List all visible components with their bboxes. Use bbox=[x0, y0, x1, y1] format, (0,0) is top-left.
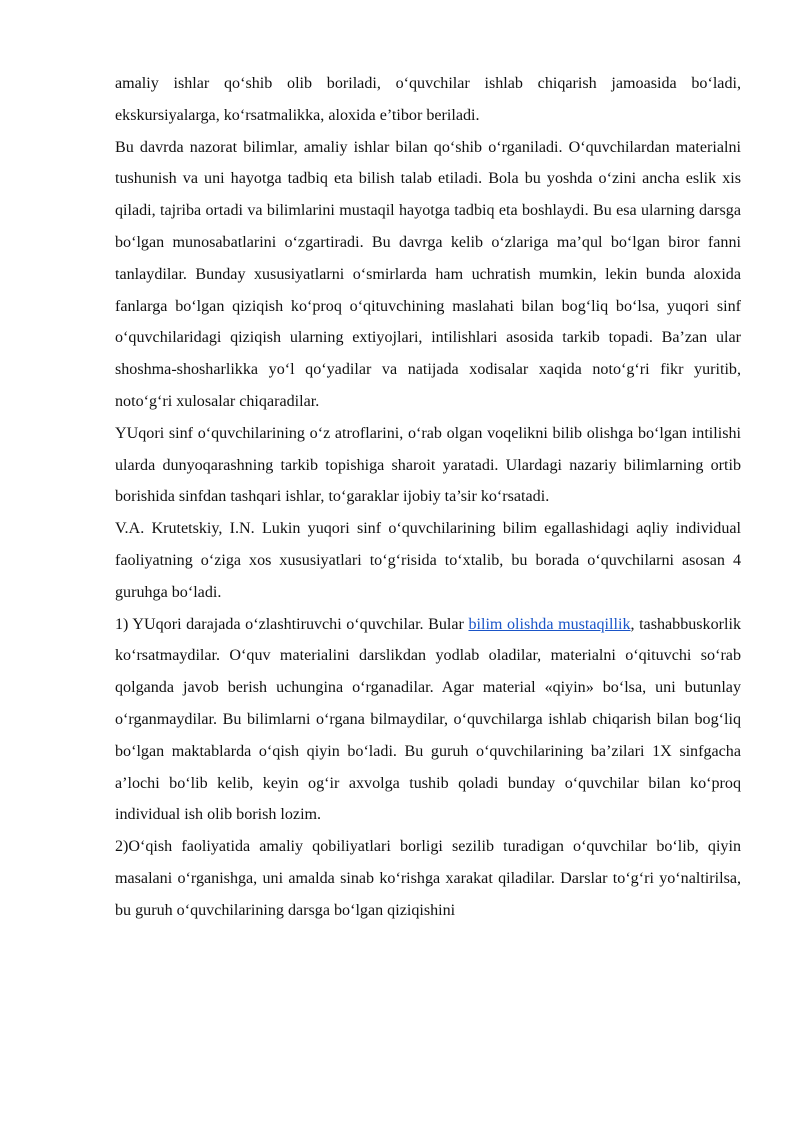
paragraph-2: Bu davrda nazorat bilimlar, amaliy ishlar bilan qo‘shib o‘rganiladi. O‘quvchilardan materialni tushunish va uni hayotga tadbiq eta bilish talab etiladi. Bola bu yoshda o‘zini ancha eslik xis qiladi, tajriba ortadi va bilimlarini mustaqil hayotga tadbiq eta boshlaydi. Bu esa ularning darsga bo‘lgan munosabatlarini o‘zgartiradi. Bu davrga kelib o‘zlariga ma’qul bo‘lgan biror fanni tanlaydilar. Bunday xususiyatlarni o‘smirlarda ham uchratish mumkin, lekin bunda aloxida fanlarga bo‘lgan qiziqish ko‘proq o‘qituvchining maslahati bilan bog‘liq bo‘lsa, yuqori sinf o‘quvchilaridagi qiziqish ularning extiyojlari, intilishlari asosida tarkib topadi. Ba’zan ular shoshma-shosharlikka yo‘l qo‘yadilar va natijada xodisalar xaqida noto‘g‘ri fikr yuritib, noto‘g‘ri xulosalar chiqaradilar. bbox=[115, 138, 741, 410]
paragraph-5-rest: , tashabbuskorlik ko‘rsatmaydilar. O‘quv materialini darslikdan yodlab oladilar, materialni o‘qituvchi so‘rab qolganda javob berish uchungina o‘rganadilar. Agar material «qiyin» bo‘lsa, uni butunlay o‘rganmaydilar. Bu bilimlarni o‘rgana bilmaydilar, o‘quvchilarga ishlab chiqarish bilan bog‘liq bo‘lgan maktablarda o‘qish qiyin bo‘ladi. Bu guruh o‘quvchilarining ba’zilari 1X sinfgacha a’lochi bo‘lib kelib, keyin og‘ir axvolga tushib qoladi bunday o‘quvchilar bilan ko‘proq individual ish olib borish lozim. bbox=[115, 615, 742, 824]
independent-learning-link[interactable]: bilim olishda mustaqillik bbox=[468, 615, 631, 633]
document-page bbox=[115, 68, 741, 927]
paragraph-4: V.A. Krutetskiy, I.N. Lukin yuqori sinf o‘quvchilarining bilim egallashidagi aqliy individual faoliyatning o‘ziga xos xususiyatlari to‘g‘risida to‘xtalib, bu borada o‘quvchilarni asosan 4 guruhga bo‘ladi. bbox=[115, 520, 741, 601]
paragraph-5 bbox=[115, 609, 741, 832]
paragraph-6: 2)O‘qish faoliyatida amaliy qobiliyatlari borligi sezilib turadigan o‘quvchilar bo‘lib, qiyin masalani o‘rganishga, uni amalda sinab ko‘rishga xarakat qiladilar. Darslar to‘g‘ri yo‘naltirilsa, bu guruh o‘quvchilarining darsga bo‘lgan qiziqishini bbox=[115, 838, 741, 919]
paragraph-1: amaliy ishlar qo‘shib olib boriladi, o‘quvchilar ishlab chiqarish jamoasida bo‘ladi, ekskursiyalarga, ko‘rsatmalikka, aloxida e’tibor beriladi. bbox=[115, 75, 741, 124]
paragraph-5-start: 1) YUqori darajada o‘zlashtiruvchi o‘quvchilar. Bular bbox=[115, 615, 469, 633]
paragraph-3: YUqori sinf o‘quvchilarining o‘z atroflarini, o‘rab olgan voqelikni bilib olishga bo‘lgan intilishi ularda dunyoqarashning tarkib topishiga sharoit yaratadi. Ulardagi nazariy bilimlarning ortib borishida sinfdan tashqari ishlar, to‘garaklar ijobiy ta’sir ko‘rsatadi. bbox=[115, 424, 741, 506]
